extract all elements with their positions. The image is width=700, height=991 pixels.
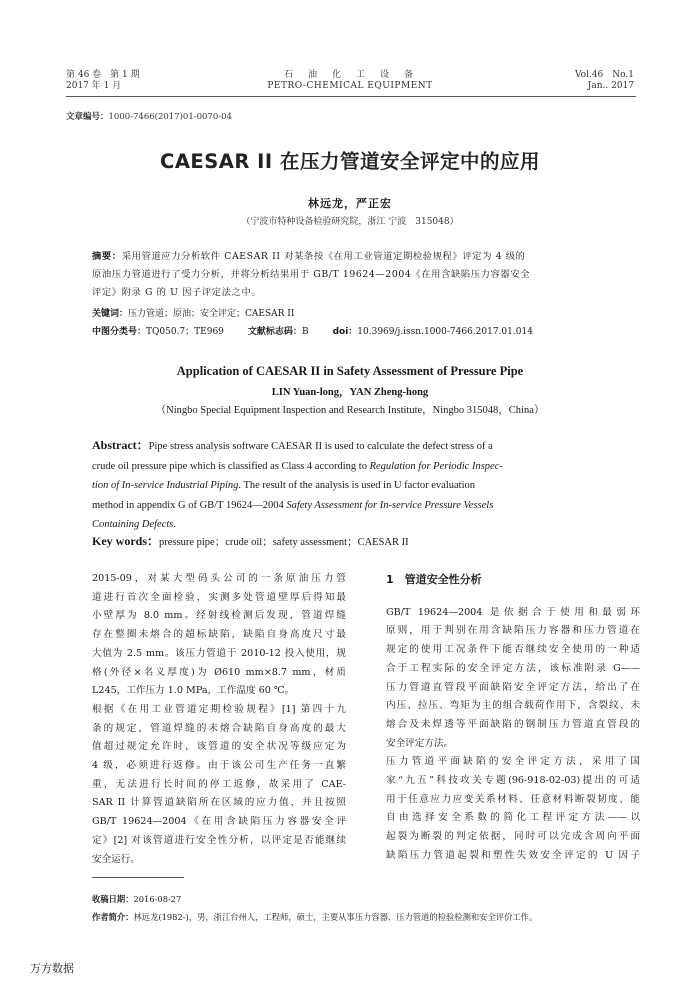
header-volume-issue: 第 46 卷 第 1 期 [66, 70, 140, 80]
footnote-divider [92, 877, 184, 878]
body-right-column [386, 570, 640, 866]
en-abstract-line-1: Abstract：Pipe stress analysis software CAESAR II is used to calculate the defect stress of a [92, 438, 493, 452]
body-right-paragraph-1: GB/T 19624—2004 是依据合于使用和最弱环 原则，用于判别在用含缺陷压力容器和压力管道在 规定的使用工况条件下能否继续安全使用的一种适 合于工程实际的安全评定方法，该标准附录 G—— 压力管道直管段平面缺陷安全评定方法，给出了在 内压、拉压、弯矩为主的组合载荷作用下，含裂纹、未 熔合及未焊透等平面缺陷的钢制压力管道直管段的 安全评定方法。 [386, 606, 640, 749]
body-left-paragraph-2: 根据《在用工业管道定期检验规程》[1] 第四十九 条的规定，管道焊缝的未熔合缺陷自身高度的最大 值超过规定允许时，该管道的安全状况等级应定为 4 级，必须进行返修。由于该公司生产任务一直繁 重，无法进行长时间的停工返修，故采用了 CAE- SAR II 计算管道缺陷所在区域的应力值，并且按照 GB/T 19624—2004《在用含缺陷压力容器安全评 定》[2] 对该管道进行安全性分析，以评定是否能继续 安全运行。 [92, 703, 346, 865]
header-divider [66, 96, 636, 97]
doc-code-label: 文献标志码： [247, 327, 302, 337]
cn-abstract [92, 248, 640, 302]
body-left-paragraph-1: 2015-09，对某大型码头公司的一条原油压力管 道进行首次全面检验，实测多处管道壁厚后得知最 小壁厚为 8.0 mm。经射线检测后发现，管道焊缝 存在整圈未熔合的超标缺陷，缺陷自身高度尺寸最 大值为 2.5 mm。该压力管道于 2010-12 投入使用，规 格(外径×名义厚度)为 Ø610 mm×8.7 mm，材质 L245，工作压力 1.0 MPa，工作温度 60 ℃。 [92, 573, 346, 697]
cn-abstract-line-2: 原油压力管道进行了受力分析，并将分析结果用于 GB/T 19624—2004《在用含缺陷压力容器安全 [92, 269, 531, 280]
cn-keywords [92, 306, 294, 319]
received-value: 2016-08-27 [133, 894, 182, 904]
en-authors: LIN Yuan-long，YAN Zheng-hong [271, 387, 429, 398]
cn-abstract-line-1: 摘要：采用管道应力分析软件 CAESAR II 对某条按《在用工业管道定期检验规程》评定为 4 级的 [92, 251, 526, 262]
header-journal-en: PETRO-CHEMICAL EQUIPMENT [267, 81, 433, 91]
doc-code-value: B [301, 327, 309, 337]
en-abstract-line-3: tion of In-service Industrial Piping. The result of the analysis is used in U factor evaluation [92, 480, 475, 491]
en-abstract-label: Abstract： [92, 438, 149, 452]
author-bio-label: 作者简介： [92, 912, 134, 922]
en-abstract-line-5: Containing Defects. [92, 519, 176, 530]
header-journal-cn: 石 油 化 工 设 备 [283, 70, 416, 80]
article-number [66, 110, 232, 122]
en-affiliation: （Ningbo Special Equipment Inspection and Research Institute，Ningbo 315048，China） [155, 405, 545, 416]
cn-classification [92, 324, 640, 337]
doi-label: doi： [332, 327, 358, 337]
en-abstract [92, 436, 640, 535]
cn-abstract-label: 摘要： [92, 251, 122, 262]
article-number-label: 文章编号： [66, 112, 109, 122]
header-volume-issue-en: Vol.46 No.1 [574, 70, 634, 80]
section-heading-1: 1 管道安全性分析 [386, 573, 482, 586]
en-keywords-label: Key words： [92, 534, 159, 548]
doi-value: 10.3969/j.issn.1000-7466.2017.01.014 [357, 327, 533, 337]
footnote-received [92, 893, 181, 905]
received-label: 收稿日期： [92, 894, 134, 904]
header-date-cn: 2017 年 1 月 [66, 81, 122, 91]
header-volume-en-block [575, 70, 634, 92]
watermark: 万方数据 [30, 962, 74, 975]
en-abstract-line-2: crude oil pressure pipe which is classified as Class 4 according to Regulation for Periodic Inspec- [92, 460, 503, 472]
author-bio-value: 林远龙(1982-)，男，浙江台州人，工程师，硕士，主要从事压力容器、压力管道的检验检测和安全评价工作。 [133, 912, 538, 922]
paper-title: CAESAR II 在压力管道安全评定中的应用 [160, 150, 540, 173]
en-keywords [92, 532, 409, 549]
footnote-author [92, 911, 537, 923]
paper-affiliation: （宁波市特种设备检验研究院，浙江 宁波 315048） [241, 217, 459, 227]
article-number-value: 1000-7466(2017)01-0070-04 [108, 112, 232, 122]
en-abstract-line-4: method in appendix G of GB/T 19624—2004 Safety Assessment for In-service Pressure Vessels [92, 499, 494, 511]
cn-keywords-value: 压力管道；原油；安全评定；CAESAR II [128, 309, 295, 319]
clc-value: TQ050.7；TE969 [146, 327, 224, 337]
en-keywords-value: pressure pipe；crude oil；safety assessment；CAESAR II [159, 537, 409, 548]
cn-keywords-label: 关键词： [92, 309, 129, 319]
en-title: Application of CAESAR II in Safety Assessment of Pressure Pipe [176, 364, 524, 378]
header-date-en: Jan.. 2017 [587, 81, 634, 91]
cn-abstract-line-3: 评定》附录 G 的 U 因子评定法之中。 [92, 287, 262, 298]
body-right-paragraph-2: 压力管道平面缺陷的安全评定方法，采用了国 家“九五”科技攻关专题(96-918-02-03)提出的可适 用于任意应力应变关系材料、任意材料断裂韧度、能 自由选择安全系数的简化工程评定方法——以 起裂为断裂的判定依据，同时可以完成含周向平面 缺陷压力管道起裂和塑性失效安全评定的 U 因子 [386, 756, 640, 861]
body-left-column [92, 570, 346, 869]
paper-authors: 林远龙，严正宏 [308, 197, 392, 210]
clc-label: 中图分类号： [92, 327, 147, 337]
